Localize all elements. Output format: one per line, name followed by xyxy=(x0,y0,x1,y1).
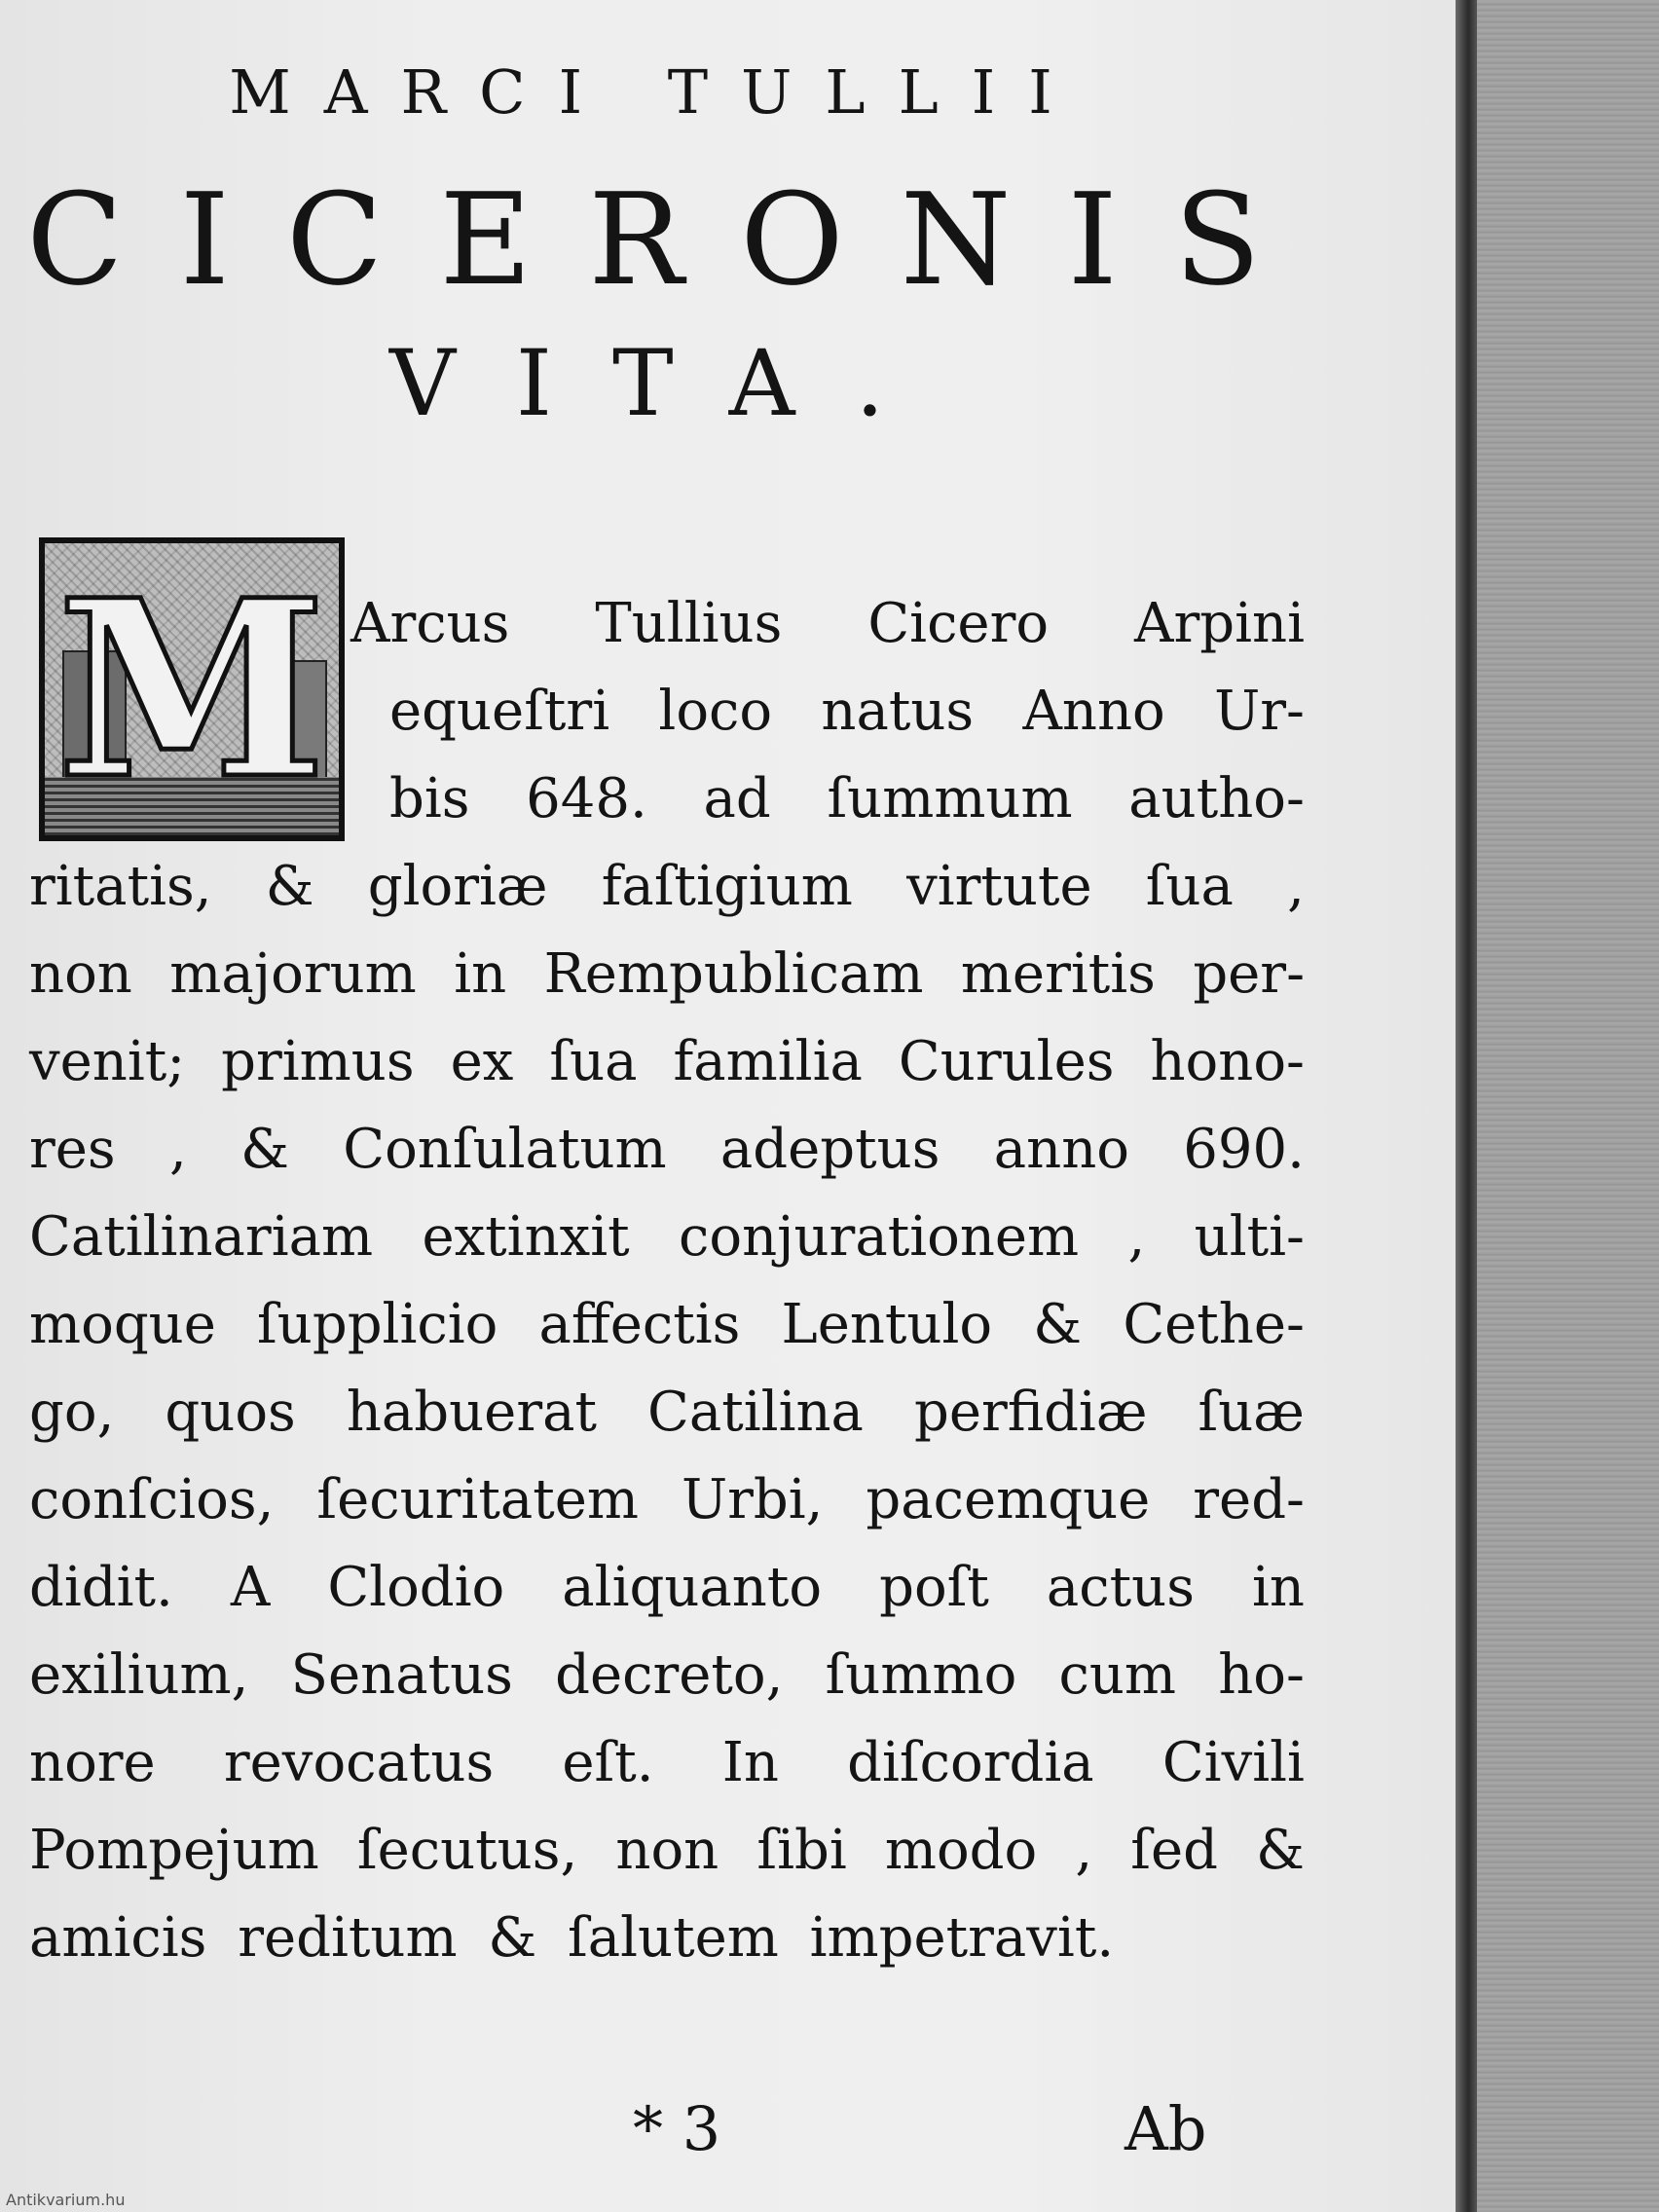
word: & xyxy=(1033,1293,1083,1356)
word: Catilinariam xyxy=(29,1205,374,1269)
word: actus xyxy=(1046,1556,1195,1619)
word: exilium, xyxy=(29,1643,249,1707)
word: , xyxy=(1287,855,1305,918)
word: Lentulo xyxy=(781,1293,993,1356)
text-line xyxy=(29,1205,1305,1269)
word: go, xyxy=(29,1381,115,1444)
word: didit. xyxy=(29,1556,173,1619)
text-line xyxy=(29,1030,1305,1093)
word: moque xyxy=(29,1293,216,1356)
text-line xyxy=(29,1293,1305,1356)
text-line xyxy=(350,592,1305,655)
text-line xyxy=(29,1819,1305,1882)
word: Pompejum xyxy=(29,1819,319,1882)
decorated-initial-woodcut xyxy=(39,537,345,841)
text-line xyxy=(29,1381,1305,1444)
word: ſecuritatem xyxy=(316,1468,639,1531)
word: Senatus xyxy=(290,1643,513,1707)
text-line xyxy=(389,680,1305,743)
word: primus xyxy=(221,1030,415,1093)
word: Urbi, xyxy=(681,1468,824,1531)
word: ſummo xyxy=(825,1643,1017,1707)
word: red- xyxy=(1193,1468,1305,1531)
word: ulti- xyxy=(1194,1205,1305,1269)
word: familia xyxy=(673,1030,863,1093)
catchword: Ab xyxy=(1124,2093,1207,2164)
word: In xyxy=(721,1731,779,1794)
word: Civili xyxy=(1161,1731,1305,1794)
word: Rempublicam xyxy=(543,942,924,1006)
word: Catilina xyxy=(647,1381,864,1444)
word: ritatis, xyxy=(29,855,212,918)
word: ſua xyxy=(1145,855,1234,918)
word: loco xyxy=(658,680,773,743)
text-line xyxy=(29,942,1305,1006)
word: decreto, xyxy=(555,1643,784,1707)
text-line xyxy=(29,1468,1305,1531)
word: modo xyxy=(884,1819,1038,1882)
word: hono- xyxy=(1150,1030,1305,1093)
title-line-ciceronis: CICERONIS xyxy=(26,166,1317,313)
word: ſibi xyxy=(756,1819,847,1882)
word: affectis xyxy=(538,1293,741,1356)
word: natus xyxy=(821,680,975,743)
word: revocatus xyxy=(223,1731,495,1794)
book-cover-edge xyxy=(1477,0,1659,2212)
word: equeſtri xyxy=(389,680,610,743)
initial-letter: M xyxy=(56,546,327,832)
word: Tullius xyxy=(595,592,783,655)
text-line xyxy=(29,1643,1305,1707)
word: extinxit xyxy=(422,1205,630,1269)
word: A xyxy=(230,1556,271,1619)
word: in xyxy=(1251,1556,1305,1619)
word: Anno xyxy=(1022,680,1165,743)
word: meritis xyxy=(960,942,1156,1006)
word: conſcios, xyxy=(29,1468,275,1531)
word: Ur- xyxy=(1214,680,1305,743)
text-line xyxy=(29,1731,1305,1794)
text-line xyxy=(29,1118,1305,1181)
word: gloriæ xyxy=(367,855,548,918)
watermark-text: Antikvarium.hu xyxy=(6,2191,126,2209)
word: pacemque xyxy=(866,1468,1151,1531)
word: faſtigium xyxy=(601,855,853,918)
word: poſt xyxy=(879,1556,989,1619)
text-line xyxy=(29,1556,1305,1619)
word: diſcordia xyxy=(847,1731,1094,1794)
word: , xyxy=(168,1118,187,1181)
word: ho- xyxy=(1218,1643,1305,1707)
word: & xyxy=(1256,1819,1305,1882)
title-line-marci-tullii: MARCI TULLII xyxy=(229,56,1086,128)
word: Curules xyxy=(898,1030,1115,1093)
word: 690. xyxy=(1183,1118,1305,1181)
word: & xyxy=(265,855,314,918)
word: ex xyxy=(450,1030,514,1093)
word: habuerat xyxy=(346,1381,597,1444)
word: Arcus xyxy=(350,592,510,655)
word: Arpini xyxy=(1134,592,1305,655)
word: ſummum xyxy=(827,767,1073,830)
word: Cethe- xyxy=(1123,1293,1305,1356)
word: Clodio xyxy=(327,1556,505,1619)
word: & xyxy=(240,1118,289,1181)
title-line-vita: VITA. xyxy=(389,331,945,437)
word: ſecutus, xyxy=(356,1819,578,1882)
book-gutter xyxy=(1456,0,1477,2212)
word: ſuæ xyxy=(1198,1381,1305,1444)
text-line xyxy=(29,855,1305,918)
word: perfidiæ xyxy=(913,1381,1148,1444)
word: quos xyxy=(165,1381,296,1444)
word: Cicero xyxy=(867,592,1050,655)
word: ſua xyxy=(549,1030,638,1093)
word: non xyxy=(615,1819,719,1882)
text-line: amicis reditum & ſalutem impetravit. xyxy=(29,1906,1115,1970)
word: 648. xyxy=(526,767,647,830)
word: autho- xyxy=(1128,767,1305,830)
word: non xyxy=(29,942,132,1006)
word: majorum xyxy=(169,942,417,1006)
word: ad xyxy=(703,767,771,830)
word: bis xyxy=(389,767,470,830)
text-line xyxy=(389,767,1305,830)
word: , xyxy=(1127,1205,1146,1269)
word: ſed xyxy=(1130,1819,1218,1882)
word: cum xyxy=(1058,1643,1177,1707)
word: conjurationem xyxy=(678,1205,1080,1269)
word: virtute xyxy=(906,855,1092,918)
word: eſt. xyxy=(562,1731,654,1794)
word: anno xyxy=(993,1118,1129,1181)
word: venit; xyxy=(29,1030,186,1093)
word: , xyxy=(1075,1819,1093,1882)
signature-mark: * 3 xyxy=(633,2093,721,2164)
word: per- xyxy=(1193,942,1305,1006)
word: nore xyxy=(29,1731,156,1794)
word: Conſulatum xyxy=(343,1118,667,1181)
word: adeptus xyxy=(719,1118,940,1181)
word: aliquanto xyxy=(562,1556,823,1619)
word: ſupplicio xyxy=(257,1293,498,1356)
word: in xyxy=(454,942,507,1006)
word: res xyxy=(29,1118,116,1181)
